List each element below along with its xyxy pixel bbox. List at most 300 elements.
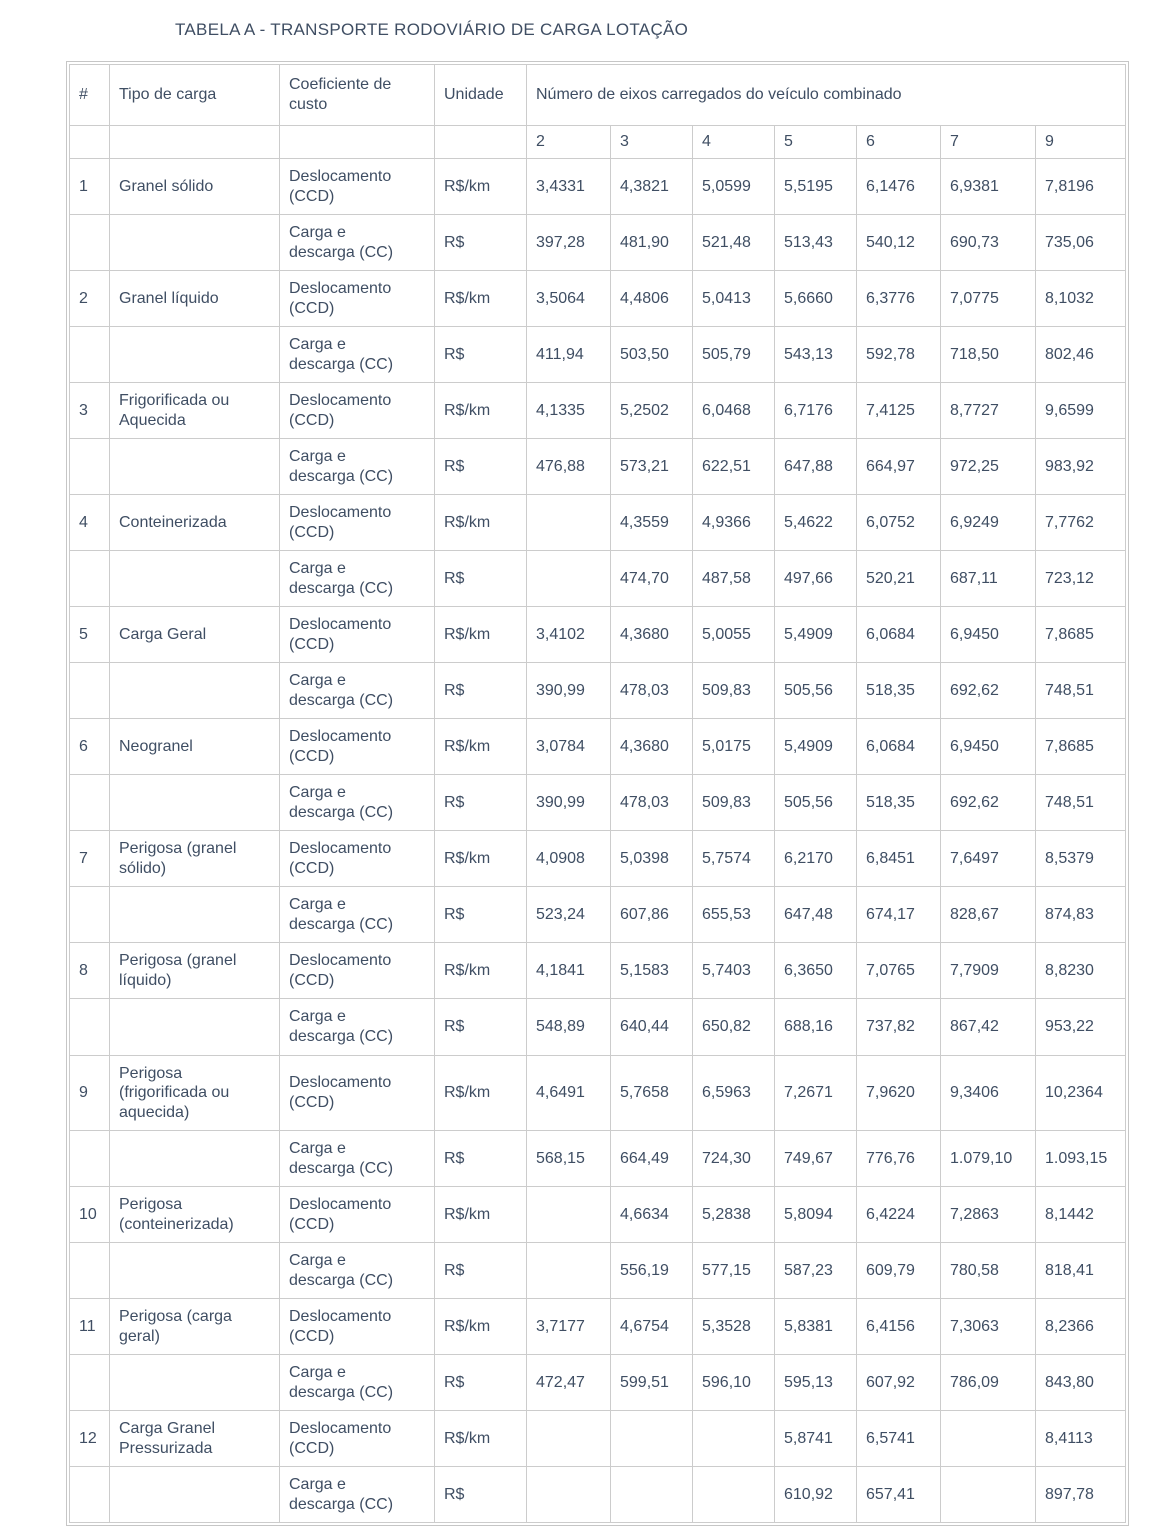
cargo-type-empty-cell xyxy=(110,999,280,1055)
coefficient-cc-cell-label: Carga e descarga (CC) xyxy=(289,1140,394,1177)
unit-ccd-cell: R$/km xyxy=(435,1055,527,1131)
row-number-cell: 12 xyxy=(70,1411,110,1467)
cargo-type-empty-cell xyxy=(110,775,280,831)
value-cell: 7,4125 xyxy=(857,383,941,439)
coefficient-ccd-cell xyxy=(280,1055,435,1131)
cargo-type-cell xyxy=(110,943,280,999)
value-cell: 5,8381 xyxy=(775,1299,857,1355)
table-row-cc xyxy=(70,663,1126,719)
value-cell: 6,9381 xyxy=(941,159,1036,215)
value-cell: 3,4331 xyxy=(527,159,611,215)
value-cell: 1.079,10 xyxy=(941,1131,1036,1187)
table-row-ccd xyxy=(70,719,1126,775)
axle-count-header: 6 xyxy=(857,126,941,159)
axle-count-header: 5 xyxy=(775,126,857,159)
value-cell: 3,4102 xyxy=(527,607,611,663)
coefficient-ccd-cell xyxy=(280,495,435,551)
value-cell: 6,0752 xyxy=(857,495,941,551)
value-cell: 556,19 xyxy=(611,1243,693,1299)
value-cell: 5,0398 xyxy=(611,831,693,887)
value-cell: 540,12 xyxy=(857,215,941,271)
value-cell: 577,15 xyxy=(693,1243,775,1299)
value-cell: 7,8685 xyxy=(1036,607,1126,663)
value-cell: 505,79 xyxy=(693,327,775,383)
value-cell: 487,58 xyxy=(693,551,775,607)
value-cell: 5,4909 xyxy=(775,607,857,663)
freight-table-wrapper xyxy=(66,61,1129,1526)
col-header-tipo: Tipo de carga xyxy=(110,65,280,126)
value-cell: 5,8741 xyxy=(775,1411,857,1467)
value-cell: 5,8094 xyxy=(775,1187,857,1243)
cargo-type-empty-cell xyxy=(110,1243,280,1299)
coefficient-cc-cell-label: Carga e descarga (CC) xyxy=(289,1008,394,1045)
value-cell: 472,47 xyxy=(527,1355,611,1411)
value-cell: 8,1032 xyxy=(1036,271,1126,327)
value-cell: 7,0775 xyxy=(941,271,1036,327)
value-cell: 802,46 xyxy=(1036,327,1126,383)
unit-cc-cell: R$ xyxy=(435,999,527,1055)
value-cell: 523,24 xyxy=(527,887,611,943)
coefficient-ccd-cell xyxy=(280,943,435,999)
cargo-type-cell xyxy=(110,1299,280,1355)
coefficient-ccd-cell-label: Deslocamento (CCD) xyxy=(289,504,392,541)
value-cell: 609,79 xyxy=(857,1243,941,1299)
value-cell: 647,48 xyxy=(775,887,857,943)
value-cell: 6,5963 xyxy=(693,1055,775,1131)
unit-ccd-cell: R$/km xyxy=(435,1187,527,1243)
header-row xyxy=(70,65,1126,126)
subheader-empty-unidade xyxy=(435,126,527,159)
cargo-type-cell-label: Perigosa (conteinerizada) xyxy=(119,1196,234,1233)
value-cell: 748,51 xyxy=(1036,775,1126,831)
cargo-type-cell xyxy=(110,1411,280,1467)
value-cell: 4,3559 xyxy=(611,495,693,551)
row-number-empty-cell xyxy=(70,439,110,495)
value-cell: 390,99 xyxy=(527,663,611,719)
coefficient-cc-cell-label: Carga e descarga (CC) xyxy=(289,1252,394,1289)
cargo-type-empty-cell xyxy=(110,1467,280,1523)
table-row-ccd xyxy=(70,1055,1126,1131)
value-cell: 411,94 xyxy=(527,327,611,383)
value-cell xyxy=(611,1411,693,1467)
coefficient-ccd-cell-label: Deslocamento (CCD) xyxy=(289,1420,392,1457)
axle-count-header: 4 xyxy=(693,126,775,159)
row-number-cell: 10 xyxy=(70,1187,110,1243)
cargo-type-cell xyxy=(110,383,280,439)
value-cell: 596,10 xyxy=(693,1355,775,1411)
row-number-empty-cell xyxy=(70,663,110,719)
value-cell: 587,23 xyxy=(775,1243,857,1299)
value-cell: 4,6634 xyxy=(611,1187,693,1243)
value-cell: 983,92 xyxy=(1036,439,1126,495)
value-cell: 748,51 xyxy=(1036,663,1126,719)
subheader-empty-tipo xyxy=(110,126,280,159)
value-cell: 7,3063 xyxy=(941,1299,1036,1355)
value-cell: 3,7177 xyxy=(527,1299,611,1355)
row-number-empty-cell xyxy=(70,1243,110,1299)
unit-ccd-cell: R$/km xyxy=(435,495,527,551)
value-cell: 776,76 xyxy=(857,1131,941,1187)
value-cell: 655,53 xyxy=(693,887,775,943)
row-number-cell: 2 xyxy=(70,271,110,327)
value-cell: 397,28 xyxy=(527,215,611,271)
unit-cc-cell: R$ xyxy=(435,1467,527,1523)
value-cell: 8,2366 xyxy=(1036,1299,1126,1355)
value-cell xyxy=(527,551,611,607)
value-cell: 737,82 xyxy=(857,999,941,1055)
value-cell: 478,03 xyxy=(611,663,693,719)
table-row-cc xyxy=(70,887,1126,943)
unit-ccd-cell: R$/km xyxy=(435,383,527,439)
unit-cc-cell: R$ xyxy=(435,327,527,383)
value-cell: 674,17 xyxy=(857,887,941,943)
value-cell xyxy=(527,1243,611,1299)
coefficient-cc-cell xyxy=(280,663,435,719)
cargo-type-cell-label: Perigosa (granel líquido) xyxy=(119,952,237,989)
table-row-cc xyxy=(70,439,1126,495)
value-cell: 568,15 xyxy=(527,1131,611,1187)
value-cell: 9,6599 xyxy=(1036,383,1126,439)
value-cell: 4,1335 xyxy=(527,383,611,439)
value-cell: 688,16 xyxy=(775,999,857,1055)
value-cell: 4,4806 xyxy=(611,271,693,327)
coefficient-ccd-cell-label: Deslocamento (CCD) xyxy=(289,728,392,765)
value-cell: 687,11 xyxy=(941,551,1036,607)
value-cell: 4,3821 xyxy=(611,159,693,215)
coefficient-ccd-cell xyxy=(280,607,435,663)
value-cell: 3,5064 xyxy=(527,271,611,327)
col-header-coeficiente xyxy=(280,65,435,126)
value-cell: 5,3528 xyxy=(693,1299,775,1355)
coefficient-cc-cell xyxy=(280,775,435,831)
value-cell xyxy=(693,1467,775,1523)
row-number-cell: 9 xyxy=(70,1055,110,1131)
cargo-type-cell xyxy=(110,719,280,775)
value-cell: 7,8196 xyxy=(1036,159,1126,215)
value-cell: 6,0468 xyxy=(693,383,775,439)
value-cell: 7,8685 xyxy=(1036,719,1126,775)
coefficient-cc-cell-label: Carga e descarga (CC) xyxy=(289,336,394,373)
cargo-type-cell xyxy=(110,831,280,887)
value-cell: 478,03 xyxy=(611,775,693,831)
coefficient-ccd-cell xyxy=(280,1187,435,1243)
value-cell: 3,0784 xyxy=(527,719,611,775)
unit-cc-cell: R$ xyxy=(435,551,527,607)
unit-ccd-cell: R$/km xyxy=(435,607,527,663)
value-cell: 548,89 xyxy=(527,999,611,1055)
coefficient-cc-cell xyxy=(280,999,435,1055)
value-cell: 5,0413 xyxy=(693,271,775,327)
value-cell: 7,2863 xyxy=(941,1187,1036,1243)
table-row-cc xyxy=(70,999,1126,1055)
value-cell: 6,0684 xyxy=(857,719,941,775)
cargo-type-cell xyxy=(110,1187,280,1243)
unit-ccd-cell: R$/km xyxy=(435,271,527,327)
value-cell: 476,88 xyxy=(527,439,611,495)
value-cell: 972,25 xyxy=(941,439,1036,495)
cargo-type-cell xyxy=(110,607,280,663)
unit-ccd-cell: R$/km xyxy=(435,159,527,215)
axle-count-header: 7 xyxy=(941,126,1036,159)
value-cell: 4,1841 xyxy=(527,943,611,999)
coefficient-cc-cell xyxy=(280,439,435,495)
cargo-type-empty-cell xyxy=(110,551,280,607)
value-cell xyxy=(941,1467,1036,1523)
value-cell: 520,21 xyxy=(857,551,941,607)
value-cell xyxy=(527,495,611,551)
row-number-empty-cell xyxy=(70,551,110,607)
value-cell: 592,78 xyxy=(857,327,941,383)
value-cell: 780,58 xyxy=(941,1243,1036,1299)
table-row-ccd xyxy=(70,831,1126,887)
table-row-cc xyxy=(70,551,1126,607)
coefficient-ccd-cell xyxy=(280,1411,435,1467)
value-cell: 7,9620 xyxy=(857,1055,941,1131)
value-cell: 690,73 xyxy=(941,215,1036,271)
table-row-ccd xyxy=(70,1411,1126,1467)
cargo-type-empty-cell xyxy=(110,1131,280,1187)
coefficient-ccd-cell-label: Deslocamento (CCD) xyxy=(289,1308,392,1345)
value-cell: 390,99 xyxy=(527,775,611,831)
table-row-cc xyxy=(70,775,1126,831)
value-cell: 6,5741 xyxy=(857,1411,941,1467)
coefficient-cc-cell-label: Carga e descarga (CC) xyxy=(289,560,394,597)
value-cell: 874,83 xyxy=(1036,887,1126,943)
value-cell: 7,7909 xyxy=(941,943,1036,999)
coefficient-cc-cell-label: Carga e descarga (CC) xyxy=(289,448,394,485)
coefficient-cc-cell xyxy=(280,215,435,271)
value-cell: 664,49 xyxy=(611,1131,693,1187)
table-row-ccd xyxy=(70,495,1126,551)
value-cell: 622,51 xyxy=(693,439,775,495)
value-cell: 647,88 xyxy=(775,439,857,495)
value-cell: 474,70 xyxy=(611,551,693,607)
coefficient-cc-cell xyxy=(280,1467,435,1523)
axle-count-header: 2 xyxy=(527,126,611,159)
value-cell xyxy=(527,1467,611,1523)
value-cell: 843,80 xyxy=(1036,1355,1126,1411)
value-cell: 573,21 xyxy=(611,439,693,495)
value-cell: 7,7762 xyxy=(1036,495,1126,551)
row-number-cell: 8 xyxy=(70,943,110,999)
cargo-type-cell xyxy=(110,159,280,215)
value-cell: 5,7403 xyxy=(693,943,775,999)
value-cell: 640,44 xyxy=(611,999,693,1055)
value-cell: 6,9249 xyxy=(941,495,1036,551)
coefficient-cc-cell xyxy=(280,1355,435,1411)
value-cell: 505,56 xyxy=(775,663,857,719)
value-cell: 5,0599 xyxy=(693,159,775,215)
unit-cc-cell: R$ xyxy=(435,887,527,943)
coefficient-cc-cell-label: Carga e descarga (CC) xyxy=(289,1364,394,1401)
value-cell: 723,12 xyxy=(1036,551,1126,607)
value-cell: 509,83 xyxy=(693,775,775,831)
coefficient-ccd-cell-label: Deslocamento (CCD) xyxy=(289,168,392,205)
axle-count-header: 3 xyxy=(611,126,693,159)
table-row-cc xyxy=(70,1131,1126,1187)
value-cell: 521,48 xyxy=(693,215,775,271)
cargo-type-cell-label: Carga Geral xyxy=(119,626,207,643)
value-cell: 595,13 xyxy=(775,1355,857,1411)
value-cell: 4,9366 xyxy=(693,495,775,551)
coefficient-ccd-cell-label: Deslocamento (CCD) xyxy=(289,840,392,877)
value-cell: 5,7574 xyxy=(693,831,775,887)
value-cell: 518,35 xyxy=(857,775,941,831)
value-cell: 6,0684 xyxy=(857,607,941,663)
value-cell: 818,41 xyxy=(1036,1243,1126,1299)
table-row-cc xyxy=(70,1467,1126,1523)
cargo-type-cell xyxy=(110,1055,280,1131)
page-title: TABELA A - TRANSPORTE RODOVIÁRIO DE CARGA LOTAÇÃO xyxy=(175,20,689,39)
value-cell: 5,1583 xyxy=(611,943,693,999)
cargo-type-cell-label: Granel sólido xyxy=(119,177,214,195)
value-cell: 5,2838 xyxy=(693,1187,775,1243)
value-cell: 4,6754 xyxy=(611,1299,693,1355)
value-cell: 7,6497 xyxy=(941,831,1036,887)
value-cell xyxy=(693,1411,775,1467)
unit-cc-cell: R$ xyxy=(435,1355,527,1411)
unit-ccd-cell: R$/km xyxy=(435,719,527,775)
unit-cc-cell: R$ xyxy=(435,215,527,271)
value-cell: 786,09 xyxy=(941,1355,1036,1411)
value-cell: 6,8451 xyxy=(857,831,941,887)
coefficient-ccd-cell xyxy=(280,271,435,327)
coefficient-cc-cell-label: Carga e descarga (CC) xyxy=(289,1476,394,1513)
coefficient-ccd-cell-label: Deslocamento (CCD) xyxy=(289,392,392,429)
cargo-type-empty-cell xyxy=(110,327,280,383)
row-number-empty-cell xyxy=(70,1131,110,1187)
value-cell: 513,43 xyxy=(775,215,857,271)
row-number-empty-cell xyxy=(70,215,110,271)
coefficient-cc-cell-label: Carga e descarga (CC) xyxy=(289,784,394,821)
value-cell: 9,3406 xyxy=(941,1055,1036,1131)
axle-count-header: 9 xyxy=(1036,126,1126,159)
value-cell: 718,50 xyxy=(941,327,1036,383)
unit-cc-cell: R$ xyxy=(435,439,527,495)
subheader-empty-num xyxy=(70,126,110,159)
coefficient-ccd-cell xyxy=(280,1299,435,1355)
value-cell xyxy=(527,1187,611,1243)
value-cell: 8,7727 xyxy=(941,383,1036,439)
value-cell: 6,4156 xyxy=(857,1299,941,1355)
cargo-type-cell xyxy=(110,495,280,551)
table-row-cc xyxy=(70,1355,1126,1411)
table-row-ccd xyxy=(70,159,1126,215)
row-number-empty-cell xyxy=(70,775,110,831)
row-number-cell: 11 xyxy=(70,1299,110,1355)
value-cell: 607,92 xyxy=(857,1355,941,1411)
col-header-coeficiente-label: Coeficiente de custo xyxy=(289,76,392,113)
table-row-ccd xyxy=(70,1299,1126,1355)
value-cell: 692,62 xyxy=(941,775,1036,831)
cargo-type-empty-cell xyxy=(110,1355,280,1411)
table-row-cc xyxy=(70,215,1126,271)
cargo-type-cell-label: Frigorificada ou Aquecida xyxy=(119,392,230,429)
value-cell: 10,2364 xyxy=(1036,1055,1126,1131)
coefficient-cc-cell xyxy=(280,887,435,943)
value-cell: 5,7658 xyxy=(611,1055,693,1131)
cargo-type-empty-cell xyxy=(110,887,280,943)
coefficient-cc-cell-label: Carga e descarga (CC) xyxy=(289,224,394,261)
table-row-cc xyxy=(70,327,1126,383)
value-cell: 5,4622 xyxy=(775,495,857,551)
value-cell: 5,0175 xyxy=(693,719,775,775)
value-cell: 6,2170 xyxy=(775,831,857,887)
value-cell: 4,6491 xyxy=(527,1055,611,1131)
value-cell: 8,4113 xyxy=(1036,1411,1126,1467)
coefficient-ccd-cell-label: Deslocamento (CCD) xyxy=(289,280,392,317)
value-cell: 7,2671 xyxy=(775,1055,857,1131)
coefficient-cc-cell xyxy=(280,1243,435,1299)
unit-ccd-cell: R$/km xyxy=(435,831,527,887)
col-header-eixos: Número de eixos carregados do veículo combinado xyxy=(527,65,1126,126)
value-cell: 4,3680 xyxy=(611,719,693,775)
row-number-empty-cell xyxy=(70,999,110,1055)
value-cell: 607,86 xyxy=(611,887,693,943)
value-cell: 509,83 xyxy=(693,663,775,719)
table-row-ccd xyxy=(70,271,1126,327)
value-cell: 8,8230 xyxy=(1036,943,1126,999)
value-cell: 5,4909 xyxy=(775,719,857,775)
coefficient-cc-cell xyxy=(280,1131,435,1187)
cargo-type-cell-label: Perigosa (granel sólido) xyxy=(119,840,237,877)
value-cell: 6,9450 xyxy=(941,607,1036,663)
table-row-ccd xyxy=(70,943,1126,999)
coefficient-cc-cell-label: Carga e descarga (CC) xyxy=(289,896,394,933)
value-cell: 5,0055 xyxy=(693,607,775,663)
subheader-row xyxy=(70,126,1126,159)
cargo-type-empty-cell xyxy=(110,663,280,719)
coefficient-ccd-cell xyxy=(280,159,435,215)
value-cell: 6,3776 xyxy=(857,271,941,327)
table-row-ccd xyxy=(70,383,1126,439)
value-cell: 724,30 xyxy=(693,1131,775,1187)
cargo-type-cell-label: Carga Granel Pressurizada xyxy=(119,1420,216,1457)
coefficient-ccd-cell-label: Deslocamento (CCD) xyxy=(289,952,392,989)
value-cell: 8,5379 xyxy=(1036,831,1126,887)
value-cell: 828,67 xyxy=(941,887,1036,943)
subheader-empty-coef xyxy=(280,126,435,159)
freight-table-body xyxy=(70,159,1126,1523)
value-cell: 5,2502 xyxy=(611,383,693,439)
value-cell: 5,6660 xyxy=(775,271,857,327)
value-cell: 6,3650 xyxy=(775,943,857,999)
row-number-cell: 1 xyxy=(70,159,110,215)
value-cell xyxy=(527,1411,611,1467)
value-cell: 6,4224 xyxy=(857,1187,941,1243)
coefficient-cc-cell xyxy=(280,551,435,607)
coefficient-ccd-cell-label: Deslocamento (CCD) xyxy=(289,1074,392,1111)
value-cell xyxy=(611,1467,693,1523)
coefficient-ccd-cell-label: Deslocamento (CCD) xyxy=(289,616,392,653)
row-number-empty-cell xyxy=(70,327,110,383)
value-cell: 503,50 xyxy=(611,327,693,383)
col-header-num: # xyxy=(70,65,110,126)
cargo-type-empty-cell xyxy=(110,439,280,495)
row-number-cell: 4 xyxy=(70,495,110,551)
value-cell: 749,67 xyxy=(775,1131,857,1187)
unit-cc-cell: R$ xyxy=(435,663,527,719)
table-row-ccd xyxy=(70,607,1126,663)
unit-ccd-cell: R$/km xyxy=(435,1299,527,1355)
value-cell: 867,42 xyxy=(941,999,1036,1055)
value-cell: 4,0908 xyxy=(527,831,611,887)
row-number-empty-cell xyxy=(70,887,110,943)
col-header-unidade: Unidade xyxy=(435,65,527,126)
value-cell: 505,56 xyxy=(775,775,857,831)
value-cell: 497,66 xyxy=(775,551,857,607)
coefficient-cc-cell-label: Carga e descarga (CC) xyxy=(289,672,394,709)
